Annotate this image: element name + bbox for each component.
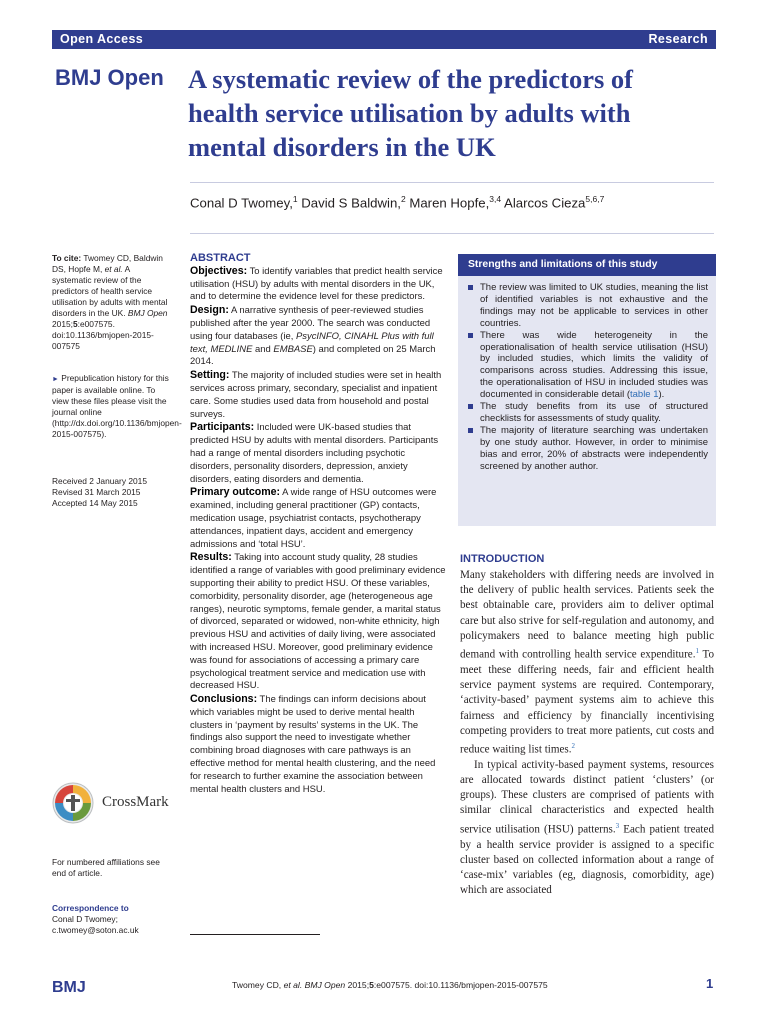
bullet-icon [468, 404, 473, 409]
accepted-date: Accepted 14 May 2015 [52, 498, 138, 508]
top-banner [52, 30, 716, 49]
citation-note: To cite: Twomey CD, Baldwin DS, Hopfe M, et al. A systematic review of the predictors of health service utilisation by adults with mental disorders in the UK. BMJ Open 2015;5:e007575. doi:10.1136/bmjopen-2015-007575 [52, 253, 168, 351]
abstract-heading: ABSTRACT [190, 252, 251, 264]
author-name: David S Baldwin, [301, 195, 401, 211]
author-name: Maren Hopfe, [409, 195, 490, 211]
author-name: Conal D Twomey, [190, 195, 293, 211]
reference-link[interactable]: 3 [615, 821, 620, 830]
dates-note [52, 476, 170, 509]
author-affiliation: 1 [292, 194, 298, 204]
journal-logo: BMJ Open [55, 65, 164, 90]
crossmark-label: CrossMark [102, 794, 169, 810]
abstract-setting: Setting: The majority of included studies were set in health services across primary, secondary, specialist and inpatient care. Some studies used data from household and postal surveys. [190, 369, 442, 420]
bullet-icon [468, 428, 473, 433]
footer-citation: Twomey CD, et al. BMJ Open 2015;5:e007575. doi:10.1136/bmjopen-2015-007575 [232, 980, 548, 990]
author-list [190, 194, 604, 210]
abstract [190, 252, 446, 796]
abstract-primary-outcome: Primary outcome: A wide range of HSU outcomes were examined, including general practitioner (GP) contacts, medication usage, psychiatrist contacts, psychotherapy attendances, inpatient days, accident and emergency admissions and ‘total HSU’. [190, 486, 437, 550]
introduction-body [460, 568, 714, 898]
reference-link[interactable]: 1 [695, 647, 699, 656]
crossmark-badge[interactable] [52, 780, 172, 826]
research-label: Research [648, 32, 708, 46]
open-access-label: Open Access [60, 32, 144, 46]
page-number: 1 [706, 976, 714, 991]
correspondence-email[interactable]: c.twomey@soton.ac.uk [52, 925, 139, 935]
abstract-participants: Participants: Included were UK-based studies that predicted HSU by adults with mental disorders. Participants had a range of mental disorders including psychotic disorders, personality disorders, depression, anxiety disorders, eating disorders and dementia. [190, 421, 439, 485]
authors-divider [190, 233, 714, 234]
bullet-icon [468, 333, 473, 338]
author-affiliation: 5,6,7 [585, 194, 605, 204]
prepublication-note [52, 373, 182, 440]
intro-paragraph: Many stakeholders with differing needs are involved in the delivery of public health services. Patients seek the best obtainable care, providers aim to deliver optimal care but also strive for self-regulation and autonomy, and policymakers need to balance meeting high public demand with controlling health service expenditure.$^1$ To meet these differing needs, fair and efficient health service payment systems are required. Contemporary, ‘activity-based’ payment systems aim to achieve this fairness and efficiency by financially incentivising competing providers to treat more patients, cut costs and reduce waiting list times.$^2$ [460, 569, 715, 756]
strengths-item: The study benefits from its use of structured checklists for assessments of study quality. [468, 401, 708, 425]
intro-paragraph: In typical activity-based payment systems, resources are allocated towards distinct patient ‘clusters’ (or groups). These clusters are comprised of patients with similar clinical characteristics and expected health service utilisation (HSU) patterns.$^3$ Each patient treated by a health service provider is assigned to a specific cluster based on collected information about a range of ‘case-mix’ variables (eg, diagnosis, comorbidity, age) which are associated [460, 758, 714, 897]
strengths-item: The majority of literature searching was undertaken by one study author. However, in order to minimise bias and error, 20% of abstracts were independently screened by another author. [468, 425, 708, 473]
title-divider [190, 182, 714, 183]
bmj-footer-logo: BMJ [52, 979, 86, 996]
article-title: A systematic review of the predictors of health service utilisation by adults with mental disorders in the UK [188, 64, 633, 162]
abstract-end-rule [190, 934, 320, 935]
abstract-objectives: Objectives: To identify variables that predict health service utilisation (HSU) by adults with mental disorders in the UK, and to determine the evidence level for these predictors. [190, 264, 443, 303]
correspondence-heading: Correspondence to [52, 903, 129, 913]
introduction-heading: INTRODUCTION [460, 553, 545, 565]
revised-date: Revised 31 March 2015 [52, 487, 141, 497]
correspondence-name: Conal D Twomey; [52, 914, 118, 924]
correspondence-note [52, 903, 170, 936]
strengths-item: There was wide heterogeneity in the operationalisation of health service utilisation (HSU) by included studies, which limits the validity of comparisons across studies. Addressing this issue, the operationalisation of HSU in included studies was documented in considerable detail (table 1). [468, 330, 708, 401]
affiliations-note: For numbered affiliations see end of article. [52, 857, 160, 878]
bullet-icon [468, 285, 473, 290]
strengths-list [458, 282, 716, 473]
strengths-item: The review was limited to UK studies, meaning the list of identified variables is not exhaustive and the findings may not be applicable to services in other countries. [468, 282, 708, 330]
abstract-conclusions: Conclusions: The findings can inform decisions about which variables might be used to derive mental health clusters in ‘payment by results’ systems in the UK. The findings also support the need to investigate whether combining broad diagnoses with care pathways is an effective method for mental health clustering, and the need for research to further examine the association between mental health clusters and HSU. [190, 693, 436, 795]
strengths-heading: Strengths and limitations of this study [458, 254, 716, 276]
author-name: Alarcos Cieza [504, 195, 586, 211]
reference-link[interactable]: 2 [571, 741, 576, 750]
abstract-results: Results: Taking into account study quality, 28 studies identified a range of variables with good preliminary evidence supporting their ability to predict HSU. Of these variables, comorbidity, personality disorder, age (heterogeneous age ranges), neurotic symptoms, female gender, a marital status of divorced, separated or widowed, non-white ethnicity, high previous HSU and activities of daily living, were associated with increased HSU. Moreover, good preliminary evidence was found for associations of accessing a primary care psychological treatment service and medication use with decreased HSU. [190, 551, 446, 692]
author-affiliation: 3,4 [489, 194, 502, 204]
cite-label: To cite: [52, 253, 82, 263]
author-affiliation: 2 [400, 194, 406, 204]
table-1-link[interactable]: table 1 [629, 389, 659, 401]
arrow-icon: ► [52, 376, 59, 383]
received-date: Received 2 January 2015 [52, 476, 147, 486]
prepub-text[interactable]: Prepublication history for this paper is available online. To view these files please visit the journal online (http://dx.doi.org/10.1136/bmjopen-2015-007575). [52, 373, 182, 439]
strengths-limitations-box [458, 254, 716, 526]
abstract-design: Design: A narrative synthesis of peer-reviewed studies published after the year 2000. The search was conducted using four databases (ie, PsycINFO, CINAHL Plus with full text, MEDLINE and EMBASE) and completed on 25 March 2014. [190, 304, 436, 368]
